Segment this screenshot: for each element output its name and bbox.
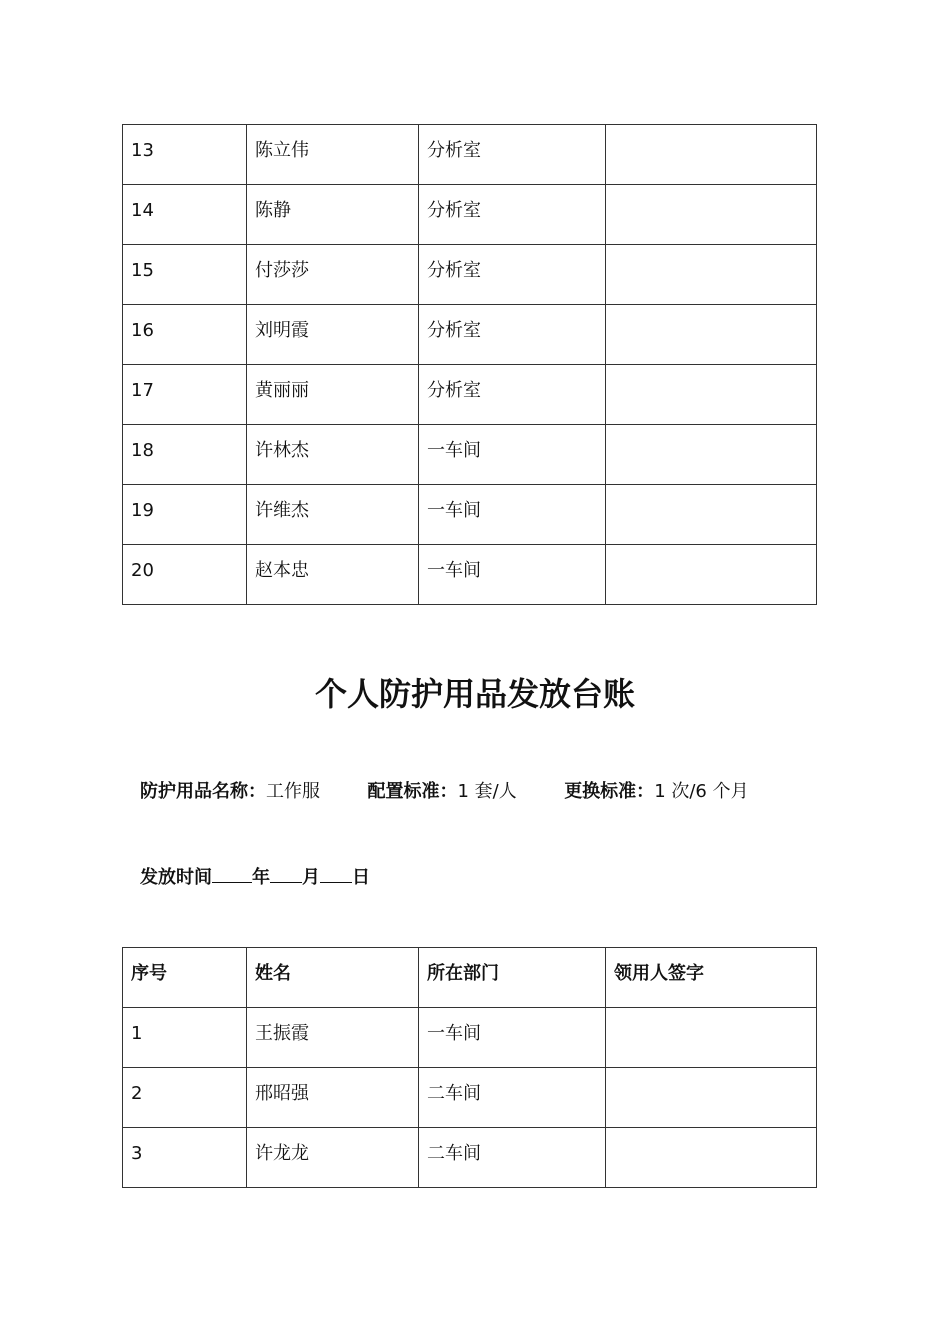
cell-dept: 二车间 [419,1128,606,1188]
cell-no: 19 [123,485,247,545]
cell-name: 赵本忠 [247,545,419,605]
cell-no: 15 [123,245,247,305]
cell-name: 邢昭强 [247,1068,419,1128]
header-dept: 所在部门 [419,948,606,1008]
cell-no: 20 [123,545,247,605]
cell-dept: 分析室 [419,125,606,185]
cell-dept: 一车间 [419,485,606,545]
cell-dept: 分析室 [419,365,606,425]
month-label: 月 [302,867,320,888]
cell-sign [606,305,817,365]
table-row [123,1068,817,1128]
cell-sign [606,125,817,185]
header-name: 姓名 [247,948,419,1008]
cell-dept: 一车间 [419,545,606,605]
year-label: 年 [252,867,270,888]
issue-date-line [140,864,370,891]
cell-sign [606,365,817,425]
cell-dept: 分析室 [419,305,606,365]
item-name-label: 防护用品名称： [140,781,266,802]
day-blank [320,864,352,883]
cell-sign [606,485,817,545]
item-name-value: 工作服 [266,781,320,802]
day-label: 日 [352,867,370,888]
cell-dept: 一车间 [419,1008,606,1068]
table-row [123,305,817,365]
cell-name: 刘明霞 [247,305,419,365]
table-row [123,1008,817,1068]
cell-sign [606,1008,817,1068]
table-row [123,365,817,425]
cell-name: 许维杰 [247,485,419,545]
table-row [123,1128,817,1188]
table-header-row [123,948,817,1008]
header-no: 序号 [123,948,247,1008]
header-sign: 领用人签字 [606,948,817,1008]
table-row [123,245,817,305]
cell-sign [606,545,817,605]
issue-date-label: 发放时间 [140,867,212,888]
cell-sign [606,185,817,245]
cell-dept: 二车间 [419,1068,606,1128]
cell-sign [606,245,817,305]
cell-no: 14 [123,185,247,245]
cell-name: 许龙龙 [247,1128,419,1188]
table-row [123,485,817,545]
replace-standard-value: 1 次/6 个月 [654,781,749,802]
roster-table-continued [122,124,817,605]
document-title: 个人防护用品发放台账 [314,675,635,713]
cell-no: 13 [123,125,247,185]
cell-name: 许林杰 [247,425,419,485]
cell-dept: 一车间 [419,425,606,485]
cell-no: 3 [123,1128,247,1188]
cell-no: 18 [123,425,247,485]
year-blank [212,864,252,883]
cell-dept: 分析室 [419,185,606,245]
table-row [123,425,817,485]
cell-name: 黄丽丽 [247,365,419,425]
cell-name: 付莎莎 [247,245,419,305]
cell-no: 17 [123,365,247,425]
cell-no: 1 [123,1008,247,1068]
cell-name: 王振霞 [247,1008,419,1068]
table-row [123,545,817,605]
cell-sign [606,1068,817,1128]
month-blank [270,864,302,883]
config-standard-label: 配置标准： [367,781,458,802]
cell-sign [606,425,817,485]
replace-standard-label: 更换标准： [564,781,655,802]
cell-sign [606,1128,817,1188]
config-standard-value: 1 套/人 [457,781,517,802]
cell-name: 陈立伟 [247,125,419,185]
cell-dept: 分析室 [419,245,606,305]
cell-no: 16 [123,305,247,365]
item-info-line [140,779,749,805]
cell-name: 陈静 [247,185,419,245]
distribution-table [122,947,817,1188]
table-row [123,125,817,185]
table-row [123,185,817,245]
cell-no: 2 [123,1068,247,1128]
